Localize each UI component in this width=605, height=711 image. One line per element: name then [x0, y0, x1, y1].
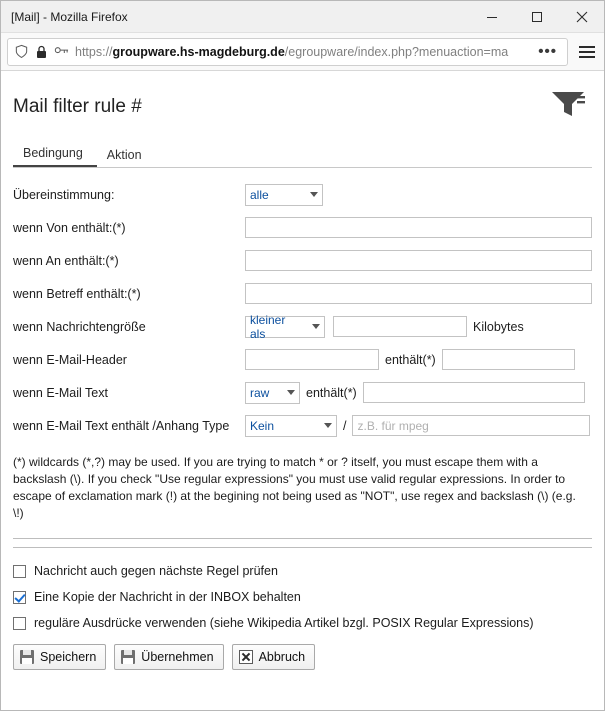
shield-icon: [14, 44, 29, 59]
tab-bedingung[interactable]: Bedingung: [13, 146, 97, 167]
page-actions-icon[interactable]: •••: [538, 42, 557, 60]
page-header: [13, 71, 592, 130]
checkbox-row-next-rule[interactable]: [13, 558, 592, 584]
label-attachment-separator: /: [343, 418, 347, 433]
label-text: wenn E-Mail Text: [13, 385, 108, 400]
maximize-button[interactable]: [514, 1, 559, 33]
apply-button-label: Übernehmen: [141, 650, 214, 664]
checkbox-regex[interactable]: [13, 617, 26, 630]
close-button[interactable]: [559, 1, 604, 33]
input-from[interactable]: [245, 217, 592, 238]
tab-aktion[interactable]: Aktion: [106, 148, 142, 162]
select-text-value: raw: [250, 385, 270, 400]
help-text: (*) wildcards (*,?) may be used. If you are trying to match * or ? itself, you must escape them with a backslash (\). If you check "Use regular expressions" you must use valid regular expressions. In order to escape of exclamation mark (!) at the begining not being used as "NOT", use regex and backslash (\) (e.g. \!): [13, 455, 576, 520]
chevron-down-icon: [310, 192, 318, 197]
select-match[interactable]: [245, 184, 323, 206]
checkbox-row-keep-copy[interactable]: [13, 584, 592, 610]
select-text-mode[interactable]: [245, 382, 300, 404]
window-title: [Mail] - Mozilla Firefox: [11, 9, 128, 24]
label-subject: wenn Betreff enthält:(*): [13, 286, 141, 301]
checkbox-regex-label: reguläre Ausdrücke verwenden (siehe Wikipedia Artikel bzgl. POSIX Regular Expressions): [34, 616, 534, 630]
button-bar: [13, 636, 592, 670]
checkbox-keep-copy-label: Eine Kopie der Nachricht in der INBOX behalten: [34, 590, 301, 604]
chevron-down-icon: [287, 390, 295, 395]
address-bar[interactable]: [7, 38, 568, 66]
url-text: [75, 45, 534, 59]
save-button-label: Speichern: [40, 650, 97, 664]
filter-funnel-icon: [550, 89, 592, 124]
checkbox-keep-copy[interactable]: [13, 591, 26, 604]
checkbox-next-rule[interactable]: [13, 565, 26, 578]
input-size[interactable]: [333, 316, 467, 337]
label-header-contains: enthält(*): [385, 352, 436, 367]
label-match: Übereinstimmung:: [13, 187, 115, 202]
checkbox-row-regex[interactable]: [13, 610, 592, 636]
divider-bottom: [13, 547, 592, 548]
select-size-value: kleiner als: [250, 312, 286, 341]
row-attachment: [13, 409, 592, 442]
url-path: /egroupware/index.php?menuaction=ma: [284, 44, 509, 59]
select-size-comparator[interactable]: [245, 312, 325, 341]
row-from: [13, 211, 592, 244]
select-attachment-value: Kein: [250, 418, 275, 433]
filter-form: [13, 168, 592, 670]
navigation-toolbar: [1, 33, 604, 71]
cancel-button[interactable]: [232, 644, 316, 670]
label-text-contains: enthält(*): [306, 385, 357, 400]
page-title: Mail filter rule #: [13, 95, 142, 117]
save-button[interactable]: [13, 644, 106, 670]
url-prefix: https://: [75, 44, 113, 59]
label-size: wenn Nachrichtengröße: [13, 319, 146, 334]
label-attachment: wenn E-Mail Text enthält /Anhang Type: [13, 418, 230, 433]
apply-button[interactable]: [114, 644, 223, 670]
label-size-unit: Kilobytes: [473, 319, 524, 334]
url-domain: groupware.hs-magdeburg.de: [112, 44, 285, 59]
input-header-name[interactable]: [245, 349, 379, 370]
tab-bar: [13, 142, 592, 168]
label-from: wenn Von enthält:(*): [13, 220, 126, 235]
select-match-value: alle: [250, 187, 269, 202]
cancel-button-label: Abbruch: [258, 650, 306, 664]
input-header-value[interactable]: [442, 349, 575, 370]
app-menu-icon[interactable]: [568, 46, 598, 58]
divider-top: [13, 538, 592, 539]
apply-disk-icon: [121, 650, 135, 664]
row-size: [13, 310, 592, 343]
row-to: [13, 244, 592, 277]
lock-icon: [35, 45, 48, 59]
input-subject[interactable]: [245, 283, 592, 304]
save-disk-icon: [20, 650, 34, 664]
chevron-down-icon: [312, 324, 320, 329]
cancel-x-icon: [239, 650, 253, 664]
select-attachment-type[interactable]: [245, 415, 337, 437]
permissions-icon[interactable]: [54, 45, 69, 59]
input-attachment-subtype[interactable]: [352, 415, 590, 436]
chevron-down-icon: [324, 423, 332, 428]
row-header: [13, 343, 592, 376]
page-content: [1, 71, 604, 710]
label-header: wenn E-Mail-Header: [13, 352, 127, 367]
minimize-button[interactable]: [469, 1, 514, 33]
row-subject: [13, 277, 592, 310]
input-text-value[interactable]: [363, 382, 585, 403]
label-to: wenn An enthält:(*): [13, 253, 119, 268]
checkbox-next-rule-label: Nachricht auch gegen nächste Regel prüfen: [34, 564, 278, 578]
input-to[interactable]: [245, 250, 592, 271]
title-bar: [1, 1, 604, 33]
row-match: [13, 178, 592, 211]
row-text: [13, 376, 592, 409]
